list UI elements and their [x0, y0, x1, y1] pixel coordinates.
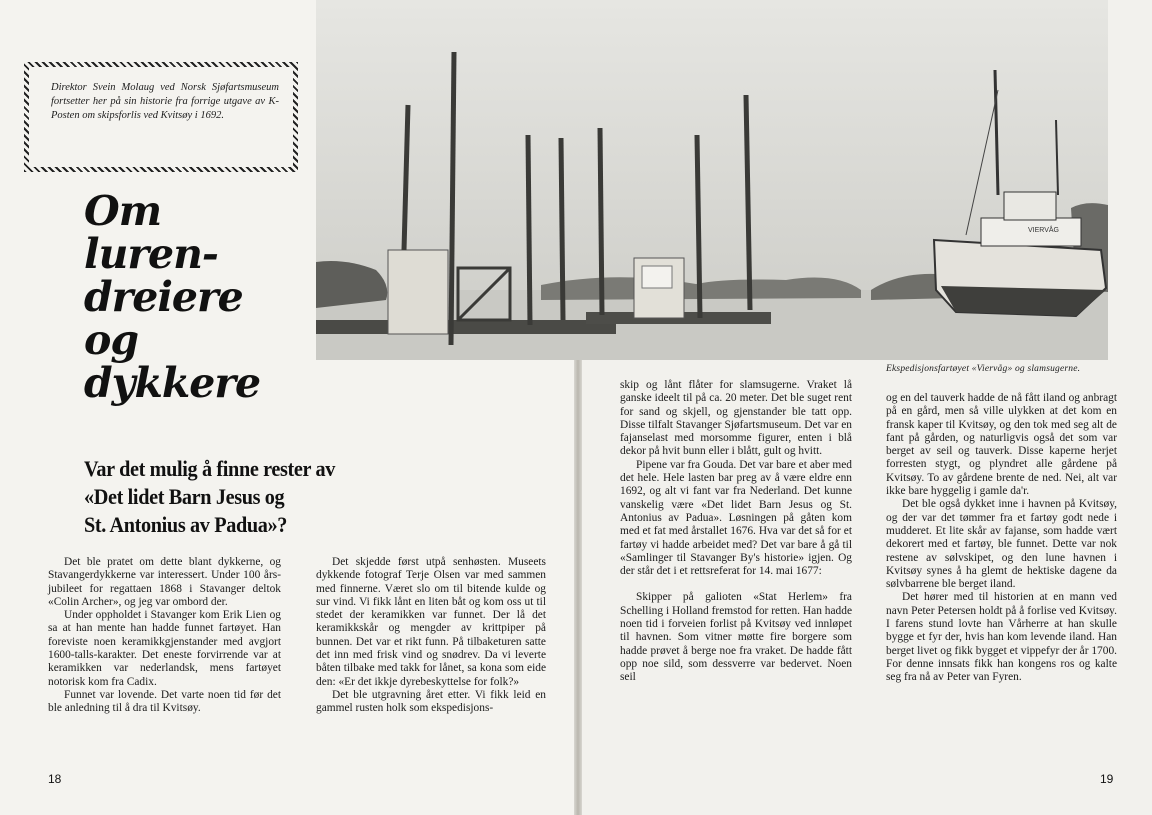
page-number-left: 18 [48, 772, 62, 786]
paragraph: Skipper på galioten «Stat Herlem» fra Schelling i Holland fremstod for retten. Han hadde noen tid i forveien forlist på Kvitsøy ved innløpet til havnen. Som vitner møtte fire borgere som hadde prøvet å berge noe fra vraket. De hadde fått opp noe sild, som dessverre var bedervet. Noen seil [620, 591, 852, 684]
paragraph: Det skjedde først utpå senhøsten. Museets dykkende fotograf Terje Olsen var med sammen med finnerne. Været slo om til bitende kulde og sur vind. Vi fikk lånt en liten båt og kom oss ut til stedet der keramikken var funnet. Der lå det keramikkskår og mengder av krittpiper på bunnen. Det var et rikt funn. På tilbaketuren satte det inn med frisk vind og snødrev. Da vi leverte båten tilbake med takk for lånet, sa kona som eide den: «Er det ikkje dyrebeskyttelse for folk?» [316, 556, 546, 688]
shed-left [388, 250, 448, 334]
subtitle-line: «Det lidet Barn Jesus og [84, 484, 285, 509]
intro-box [24, 62, 298, 172]
ship-name-label: VIERVÅG [1028, 227, 1059, 234]
paragraph: Funnet var lovende. Det varte noen tid før det ble anledning til å dra til Kvitsøy. [48, 688, 281, 715]
title-line: dykkere [84, 359, 261, 407]
article-title [84, 187, 304, 407]
photo-caption: Ekspedisjonsfartøyet «Viervåg» og slamsugerne. [886, 364, 1081, 374]
paragraph: Under oppholdet i Stavanger kom Erik Lien og sa at han mente han hadde funnet fartøyet. Han foreviste noen keramikkgjenstander med avgjort 1600-talls-karakter. Det eneste forvirrende var at keramikken var nederlandsk, mens fartøyet notorisk kom fra Cadix. [48, 609, 281, 688]
raft-left [316, 320, 616, 334]
paragraph: Pipene var fra Gouda. Det var bare et aber med det hele. Hele lasten bar preg av å være eldre enn 1692, og alt vi fant var fra Nederland. Det kunne vanskelig være «Det lidet Barn Jesus og St. Antonius av Padua». Løsningen på gåten kom med et fat med årstallet 1676. Hva var det så for et fartøy vi hadde arbeidet med? Det var bare å gå til «Samlinger til Stavanger By's historie» igjen. Og der står det i et rettsreferat for 14. mai 1677: [620, 458, 852, 578]
title-line: luren- [84, 230, 218, 278]
page-number-right: 19 [1100, 772, 1114, 786]
harbor-photo [316, 0, 1108, 360]
shed-sign [642, 266, 672, 288]
paragraph: Det ble utgravning året etter. Vi fikk leid en gammel rusten holk som ekspedisjons- [316, 688, 546, 715]
paragraph: Det hører med til historien at en mann ved navn Peter Petersen holdt på å forlise ved Kvitsøy. I farens stund lovte han Vårherre at han skulle bygge et fyr der, hvis han kom levende iland. Han berget livet og fikk bygget et vippefyr der år 1700. For denne innsats fikk han kongens ros og kalte seg fra nå av Peter van Fyren. [886, 591, 1117, 684]
text-column-2 [316, 556, 546, 716]
paragraph: skip og lånt flåter for slamsugerne. Vraket lå ganske ideelt til på ca. 20 meter. Det ble suget rent for sand og skjell, og gjenstander ble tatt opp. Disse tilfalt Stavanger Sjøfartsmuseum. Det var en fajanselast med morsomme figurer, enten i blå dekor på hvit bunn eller i blått, gult og hvitt. [620, 379, 852, 458]
article-subtitle [84, 455, 388, 539]
paragraph: Det ble pratet om dette blant dykkerne, og Stavangerdykkerne var interessert. Under 100 års-jubileet for regattaen 1868 i Stavanger deltok «Colin Archer», og jeg var ombord der. [48, 556, 281, 608]
text-column-3 [620, 379, 852, 685]
paragraph: og en del tauverk hadde de nå fått iland og anbragt på en gård, men så ville ulykken at det kom en fransk kaper til Kvitsøy, og den tok med seg alt de fant på gården, og naturligvis også det som var berget av seil og tauverk. Disse kaperne herjet forresten stygt, og plyndret alle gårdene på Kvitsøy. To av gårdene brente de ned. Nei, alt var ikke bare hyggelig i gamle da'r. [886, 392, 1117, 498]
subtitle-line: St. Antonius av Padua»? [84, 512, 288, 537]
text-column-4 [886, 392, 1117, 685]
title-line: dreiere [84, 273, 243, 321]
title-line: Om [84, 187, 162, 235]
text-column-1 [48, 556, 281, 716]
subtitle-line: Var det mulig å finne rester av [84, 456, 335, 481]
harbor-photo-illustration [316, 0, 1108, 360]
title-line: og [84, 316, 139, 364]
paragraph: Det ble også dykket inne i havnen på Kvitsøy, og der var det tømmer fra et fartøy godt nede i mudderet. Et lite skår av fajanse, som hadde vært dekorert med et fartøy, ble funnet. Dette var nok restene av sølvskipet, og den lune havnen i Kvitsøy synes å ha glemt de hektiske dagene da sølvbarrene ble berget iland. [886, 498, 1117, 591]
intro-text: Direktor Svein Molaug ved Norsk Sjøfartsmuseum fortsetter her på sin historie fra forrige utgave av K-Posten om skipsforlis ved Kvitsøy i 1692. [51, 82, 279, 121]
